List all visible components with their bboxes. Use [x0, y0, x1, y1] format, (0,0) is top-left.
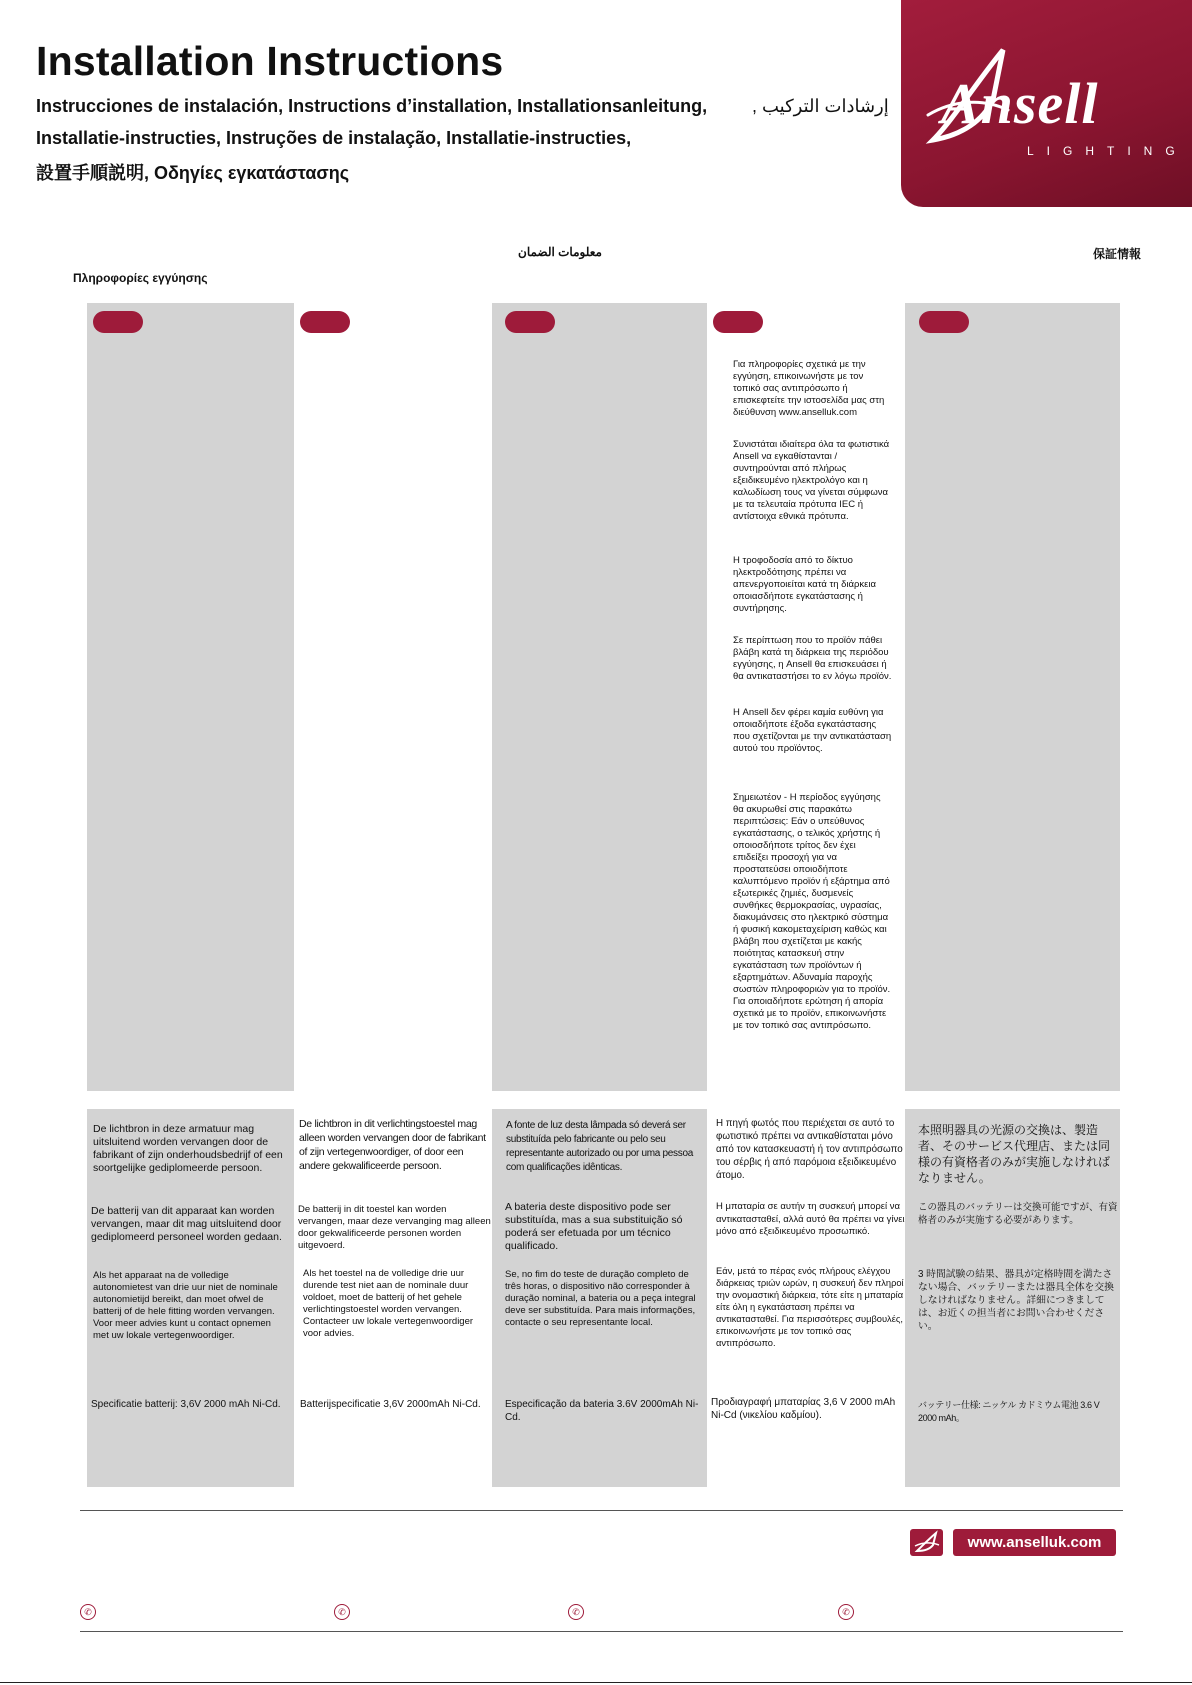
phone-icon: ✆: [334, 1604, 350, 1620]
warranty-column-2: [294, 303, 492, 1091]
language-badge: [713, 311, 763, 333]
greek-warranty-paragraph: Η Ansell δεν φέρει καμία ευθύνη για οποιαδήποτε έξοδα εγκατάστασης που σχετίζονται με την αντικατάσταση αυτού του προϊόντος.: [733, 707, 892, 754]
greek-warranty-paragraph: Για πληροφορίες σχετικά με την εγγύηση, επικοινωνήστε με τον τοπικό σας αντιπρόσωπο ή επισκεφτείτε την ιστοσελίδα μας στη διεύθυνση www.anselluk.com: [733, 359, 885, 418]
website-link[interactable]: www.anselluk.com: [953, 1529, 1116, 1556]
greek-warranty-paragraph: Σε περίπτωση που το προϊόν πάθει βλάβη κατά τη διάρκεια της περιόδου εγγύησης, η Ansell θα επισκευάσει ή θα αντικαταστήσει το εν λόγω προϊόν.: [733, 635, 892, 682]
subtitle-arabic: إرشادات التركيب ,: [752, 96, 889, 116]
subtitle-line-1: Instrucciones de instalación, Instructions d’installation, Installationsanleitung,: [36, 96, 708, 116]
duration-test-text: 3 時間試験の結果、器具が定格時間を満たさない場合、バッテリーまたは器具全体を交換しなければなりません。詳細につきましては、お近くの担当者にお問い合わせください。: [918, 1269, 1114, 1332]
lamp-replacement-text: A fonte de luz desta lâmpada só deverá ser substituída pelo fabricante ou pelo seu representante autorizado ou por uma pessoa com qualificações idênticas.: [506, 1120, 693, 1173]
battery-spec-text: Specificatie batterij: 3,6V 2000 mAh Ni-Cd.: [91, 1399, 281, 1410]
language-badge: [93, 311, 143, 333]
warranty-header-arabic: معلومات الضمان: [518, 245, 602, 259]
page-title: Installation Instructions: [36, 38, 504, 84]
warranty-column-3: [499, 303, 697, 1091]
warranty-column-1: [87, 303, 285, 1091]
ansell-a-icon: [910, 1529, 943, 1556]
warranty-column-5: [913, 303, 1111, 1091]
warranty-header-japanese: 保証情報: [1093, 247, 1142, 261]
duration-test-text: Als het apparaat na de volledige autonomietest van drie uur niet de nominale autonomietijd bereikt, dan moet ofwel de batterij of de hele fitting worden vervangen. Voor meer advies kunt u contact opnemen met uw lokale vertegenwoordiger.: [93, 1270, 278, 1341]
battery-replacement-text: この器具のバッテリーは交換可能ですが、有資格者のみが実施する必要があります。: [918, 1202, 1118, 1226]
duration-test-text: Εάν, μετά το πέρας ενός πλήρους ελέγχου διάρκειας τριών ωρών, η συσκευή δεν πληροί την ονομαστική διάρκεια, τότε είτε η μπαταρία είτε όλη η εγκατάσταση πρέπει να αντικατασταθεί. Για περισσότερες συμβουλές, επικοινωνήστε με τον τοπικό σας αντιπρόσωπο.: [716, 1266, 904, 1348]
language-badge: [919, 311, 969, 333]
footer-divider-bottom: [80, 1631, 1123, 1632]
phone-icon: ✆: [80, 1604, 96, 1620]
lamp-replacement-text: 本照明器具の光源の交換は、製造者、そのサービス代理店、または同様の有資格者のみが実施しなければなりません。: [918, 1123, 1111, 1185]
subtitle-line-2: Installatie-instructies, Instruções de instalação, Installatie-instructies,: [36, 128, 632, 148]
battery-replacement-text: A bateria deste dispositivo pode ser substituída, mas a sua substituição só poderá ser efetuada por um técnico qualificado.: [505, 1201, 683, 1252]
footer-divider: [80, 1510, 1123, 1511]
language-badge: [300, 311, 350, 333]
lamp-replacement-text: De lichtbron in dit verlichtingstoestel mag alleen worden vervangen door de fabrikant of zijn vertegenwoordiger, of door een andere gekwalificeerde persoon.: [299, 1118, 486, 1172]
subtitle-line-3: 設置手順説明, Οδηγίες εγκατάστασης: [36, 163, 350, 183]
warranty-panel: [87, 303, 1120, 1091]
greek-warranty-paragraph: Συνιστάται ιδιαίτερα όλα τα φωτιστικά Ansell να εγκαθίστανται / συντηρούνται από πλήρως εξειδικευμένο ηλεκτρολόγο και η καλωδίωση τους να γίνεται σύμφωνα με τα τελευταία πρότυπα IEC ή αντίστοιχα εθνικά πρότυπα.: [733, 439, 890, 522]
duration-test-text: Se, no fim do teste de duração completo de três horas, o dispositivo não corresponder à duração nominal, a bateria ou a peça integral deve ser substituída. Para mais informações, contacte o seu representante local.: [505, 1269, 696, 1328]
phone-icon: ✆: [838, 1604, 854, 1620]
brand-logo: [901, 0, 1192, 207]
lamp-replacement-text: Η πηγή φωτός που περιέχεται σε αυτό το φωτιστικό πρέπει να αντικαθίσταται μόνο από τον κατασκευαστή ή τον αντιπρόσωπο του σέρβις ή από παρόμοια εξειδικευμένο άτομο.: [716, 1118, 903, 1181]
battery-info-panel: [87, 1109, 1120, 1487]
greek-warranty-paragraph: Σημειωτέον - Η περίοδος εγγύησης θα ακυρωθεί στις παρακάτω περιπτώσεις: Εάν ο υπεύθυνος εγκατάστασης, ο τελικός χρήστης ή οποιοσδήποτε τρίτος δεν έχει επιδείξει προσοχή για να προστατεύσει οποιοδήποτε καλυπτόμενο προϊόν ή εξάρτημα από εξωτερικές ζημιές, δυσμενείς συνθήκες θερμοκρασίας, υγρασίας, διακυμάνσεις στο ηλεκτρικό σύστημα ή φυσική κακομεταχείριση καθώς και βλάβη που σχετίζεται με κακής ποιότητας κατασκευή στην εγκατάσταση των προϊόντων ή εξαρτημάτων. Αδυναμία παροχής σωστών πληροφοριών για το προϊόν. Για οποιαδήποτε ερώτηση ή απορία σχετικά με το προϊόν, επικοινωνήστε με τον τοπικό σας αντιπρόσωπο.: [733, 792, 891, 1031]
battery-spec-text: Batterijspecificatie 3,6V 2000mAh Ni-Cd.: [300, 1399, 481, 1410]
page-bottom-rule: [0, 1682, 1192, 1683]
language-badge: [505, 311, 555, 333]
battery-replacement-text: De batterij van dit apparaat kan worden vervangen, maar dit mag uitsluitend door gediplomeerd personeel worden gedaan.: [91, 1205, 282, 1243]
lamp-replacement-text: De lichtbron in deze armatuur mag uitsluitend worden vervangen door de fabrikant of zijn onderhoudsbedrijf of een soortgelijke gediplomeerde persoon.: [93, 1123, 283, 1174]
warranty-header-greek: Πληροφορίες εγγύησης: [73, 271, 208, 285]
phone-icon: ✆: [568, 1604, 584, 1620]
duration-test-text: Als het toestel na de volledige drie uur durende test niet aan de nominale duur voldoet, moet de batterij of het gehele verlichtingstoestel worden vervangen. Contacteer uw lokale vertegenwoordiger voor advies.: [303, 1268, 474, 1339]
greek-warranty-paragraph: Η τροφοδοσία από το δίκτυο ηλεκτροδότησης πρέπει να απενεργοποιείται κατά τη διάρκεια οποιασδήποτε εγκατάστασης ή συντήρησης.: [733, 555, 877, 614]
battery-replacement-text: De batterij in dit toestel kan worden vervangen, maar deze vervanging mag alleen door gekwalificeerde personen worden uitgevoerd.: [298, 1204, 491, 1251]
logo-subtext: LIGHTING: [1027, 144, 1188, 158]
ansell-mark-icon: [910, 1529, 943, 1556]
battery-replacement-text: Η μπαταρία σε αυτήν τη συσκευή μπορεί να αντικατασταθεί, αλλά αυτό θα πρέπει να γίνει μόνο από εξειδικευμένο προσωπικό.: [716, 1201, 905, 1237]
battery-spec-text: Especificação da bateria 3.6V 2000mAh Ni-Cd.: [505, 1399, 699, 1423]
logo-wordmark: Ansell: [941, 71, 1099, 136]
battery-spec-text: バッテリー仕様: ニッケル カドミウム電池 3.6 V 2000 mAh。: [918, 1400, 1100, 1423]
battery-spec-text: Προδιαγραφή μπαταρίας 3,6 V 2000 mAh Ni-Cd (νικελίου καδμίου).: [711, 1397, 896, 1421]
